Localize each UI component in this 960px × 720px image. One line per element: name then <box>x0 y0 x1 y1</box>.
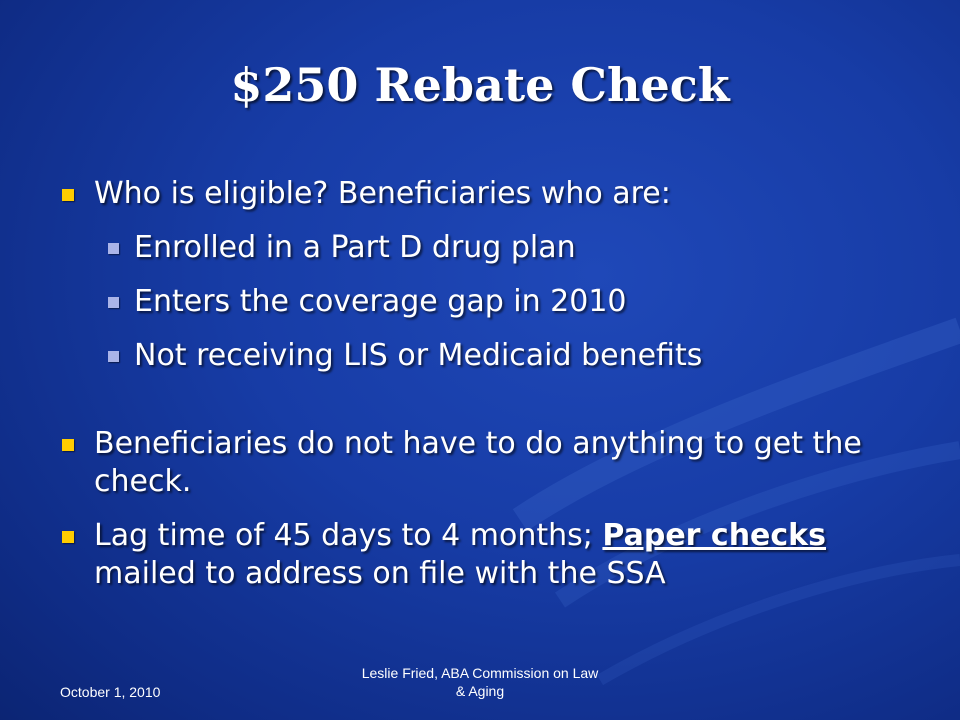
emphasis-paper-checks: Paper checks <box>602 518 826 553</box>
bullet-text: Who is eligible? Beneficiaries who are: <box>94 176 671 211</box>
sub-bullet-text: Enters the coverage gap in 2010 <box>134 284 627 319</box>
sub-bullet-text: Enrolled in a Part D drug plan <box>134 230 576 265</box>
sub-bullet-lis <box>102 337 916 375</box>
footer-date: October 1, 2010 <box>60 684 161 700</box>
sub-bullet-marker <box>108 297 119 308</box>
bullet-marker <box>62 531 74 543</box>
bullet-text <box>94 517 916 593</box>
sub-bullet-marker <box>108 351 119 362</box>
footer-presenter-line2: & Aging <box>455 683 505 699</box>
footer-presenter <box>330 664 630 700</box>
bullet-marker <box>62 439 74 451</box>
footer-presenter-line1: Leslie Fried, ABA Commission on Law <box>361 665 599 681</box>
bullet-lag-time <box>56 517 916 593</box>
bullet-list <box>56 175 916 593</box>
bullet-eligibility <box>56 175 916 213</box>
slide-title: $250 Rebate Check <box>230 58 730 112</box>
sub-bullet-part-d <box>102 229 916 267</box>
bullet-text-trail: mailed to address on file with the SSA <box>94 556 666 591</box>
sub-bullet-marker <box>108 243 119 254</box>
bullet-marker <box>62 189 74 201</box>
bullet-no-action <box>56 425 916 501</box>
sub-bullet-coverage-gap <box>102 283 916 321</box>
bullet-text: Beneficiaries do not have to do anything to get the check. <box>94 426 862 499</box>
bullet-text-lead: Lag time of 45 days to 4 months; <box>94 518 603 553</box>
sub-bullet-text: Not receiving LIS or Medicaid benefits <box>134 338 703 373</box>
